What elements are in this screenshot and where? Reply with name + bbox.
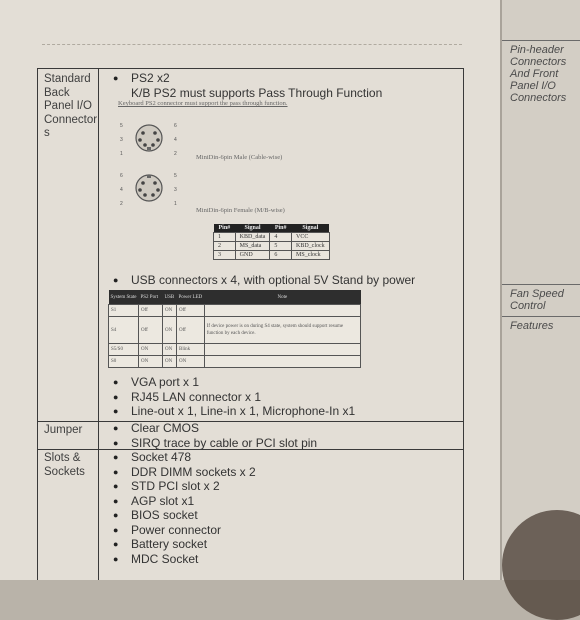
side-label-fan-speed: Fan Speed Control: [510, 288, 564, 312]
table-cell: [204, 305, 360, 317]
side-label-pin-header: Pin-header Connectors And Front Panel I/O Connectors: [510, 44, 567, 104]
table-cell: 1: [214, 233, 236, 242]
ps2-pin-table: [213, 224, 330, 260]
table-cell: 4: [270, 233, 292, 242]
svg-text:2: 2: [174, 151, 177, 157]
table-header-row: [214, 224, 330, 233]
svg-text:5: 5: [174, 173, 177, 179]
jumper-list: [113, 421, 317, 450]
list-item: ● DDR DIMM sockets x 2: [113, 465, 256, 480]
table-header: Pin#: [214, 224, 236, 233]
male-caption: MiniDin-6pin Male (Cable-wise): [196, 154, 283, 161]
row-label-jumper: Jumper: [44, 424, 83, 436]
svg-text:2: 2: [120, 201, 123, 207]
table-cell: MS_clock: [292, 251, 330, 260]
table-header: Note: [204, 290, 360, 305]
table-cell: 6: [270, 251, 292, 260]
table-cell: ON: [139, 344, 163, 356]
table-cell: [204, 344, 360, 356]
table-cell: S5/S0: [109, 344, 139, 356]
table-header: System State: [109, 290, 139, 305]
svg-text:4: 4: [174, 137, 177, 143]
list-item: ● VGA port x 1: [113, 375, 355, 390]
table-row: [214, 242, 330, 251]
list-item: ● Socket 478: [113, 450, 256, 465]
table-cell: ON: [163, 317, 177, 344]
table-cell: ON: [163, 305, 177, 317]
list-item: ● Battery socket: [113, 537, 256, 552]
table-header: Power LED: [177, 290, 205, 305]
table-row: [214, 233, 330, 242]
table-cell: Off: [177, 317, 205, 344]
male-connector-diagram: [116, 117, 186, 163]
table-cell: ON: [177, 356, 205, 368]
table-cell: 2: [214, 242, 236, 251]
table-row: [109, 356, 361, 368]
table-row: [109, 305, 361, 317]
table-cell: ON: [163, 344, 177, 356]
svg-text:5: 5: [120, 123, 123, 129]
table-cell: Off: [139, 305, 163, 317]
top-divider: [42, 44, 462, 45]
table-cell: Blink: [177, 344, 205, 356]
svg-text:6: 6: [174, 123, 177, 129]
list-item: ● Power connector: [113, 523, 256, 538]
table-row: [214, 251, 330, 260]
table-cell: [204, 356, 360, 368]
list-item: ● STD PCI slot x 2: [113, 479, 256, 494]
table-header-row: [109, 290, 361, 305]
table-cell: ON: [163, 356, 177, 368]
ps2-title: PS2 x2: [131, 71, 170, 85]
table-row: [109, 317, 361, 344]
table-cell: S4: [109, 317, 139, 344]
ps2-subtitle: K/B PS2 must supports Pass Through Function: [131, 85, 383, 100]
list-item: ● RJ45 LAN connector x 1: [113, 390, 355, 405]
row-label-slots: Slots & Sockets: [44, 452, 85, 478]
svg-text:6: 6: [120, 173, 123, 179]
svg-text:1: 1: [174, 201, 177, 207]
table-header: Signal: [292, 224, 330, 233]
list-item: ● Clear CMOS: [113, 421, 317, 436]
table-cell: MS_data: [235, 242, 270, 251]
list-item: ● AGP slot x1: [113, 494, 256, 509]
list-item: [113, 71, 382, 100]
thumb-shadow: [502, 510, 580, 620]
table-header: Pin#: [270, 224, 292, 233]
table-cell: Off: [139, 317, 163, 344]
svg-text:1: 1: [120, 151, 123, 157]
svg-text:4: 4: [120, 187, 123, 193]
table-cell: S0: [109, 356, 139, 368]
side-row-divider: [502, 284, 580, 285]
table-header: USB: [163, 290, 177, 305]
usb-list: [113, 273, 415, 288]
svg-text:3: 3: [120, 137, 123, 143]
svg-text:3: 3: [174, 187, 177, 193]
list-item: ● SIRQ trace by cable or PCI slot pin: [113, 436, 317, 451]
ps2-list: [113, 71, 382, 100]
slots-list: [113, 450, 256, 566]
table-header: Signal: [235, 224, 270, 233]
table-row: [109, 344, 361, 356]
side-row-divider: [502, 40, 580, 41]
table-header: PS2 Port: [139, 290, 163, 305]
table-cell: Off: [177, 305, 205, 317]
list-item: ● USB connectors x 4, with optional 5V Stand by power: [113, 273, 415, 288]
column-divider: [98, 69, 99, 580]
side-row-divider: [502, 316, 580, 317]
table-cell: S1: [109, 305, 139, 317]
ps2-note: Keyboard PS2 connector must support the pass through function.: [118, 100, 288, 107]
list-item: ● Line-out x 1, Line-in x 1, Microphone-In x1: [113, 404, 355, 419]
table-cell: GND: [235, 251, 270, 260]
female-caption: MiniDin-6pin Female (M/B-wise): [196, 207, 285, 214]
table-cell: VCC: [292, 233, 330, 242]
table-cell: KBD_clock: [292, 242, 330, 251]
female-connector-diagram: [116, 167, 186, 213]
list-item: ● MDC Socket: [113, 552, 256, 567]
next-page-edge: [500, 0, 580, 580]
usb-power-table: [108, 290, 361, 368]
table-cell: KBD_data: [235, 233, 270, 242]
row-label-io: Standard Back Panel I/O Connector s: [44, 73, 98, 139]
io-other-list: [113, 375, 355, 419]
table-cell: ON: [139, 356, 163, 368]
table-cell: 3: [214, 251, 236, 260]
table-cell: If device power is on during S4 state, system should support resume function by each device.: [204, 317, 360, 344]
list-item: ● BIOS socket: [113, 508, 256, 523]
side-label-features: Features: [510, 320, 554, 332]
table-cell: 5: [270, 242, 292, 251]
